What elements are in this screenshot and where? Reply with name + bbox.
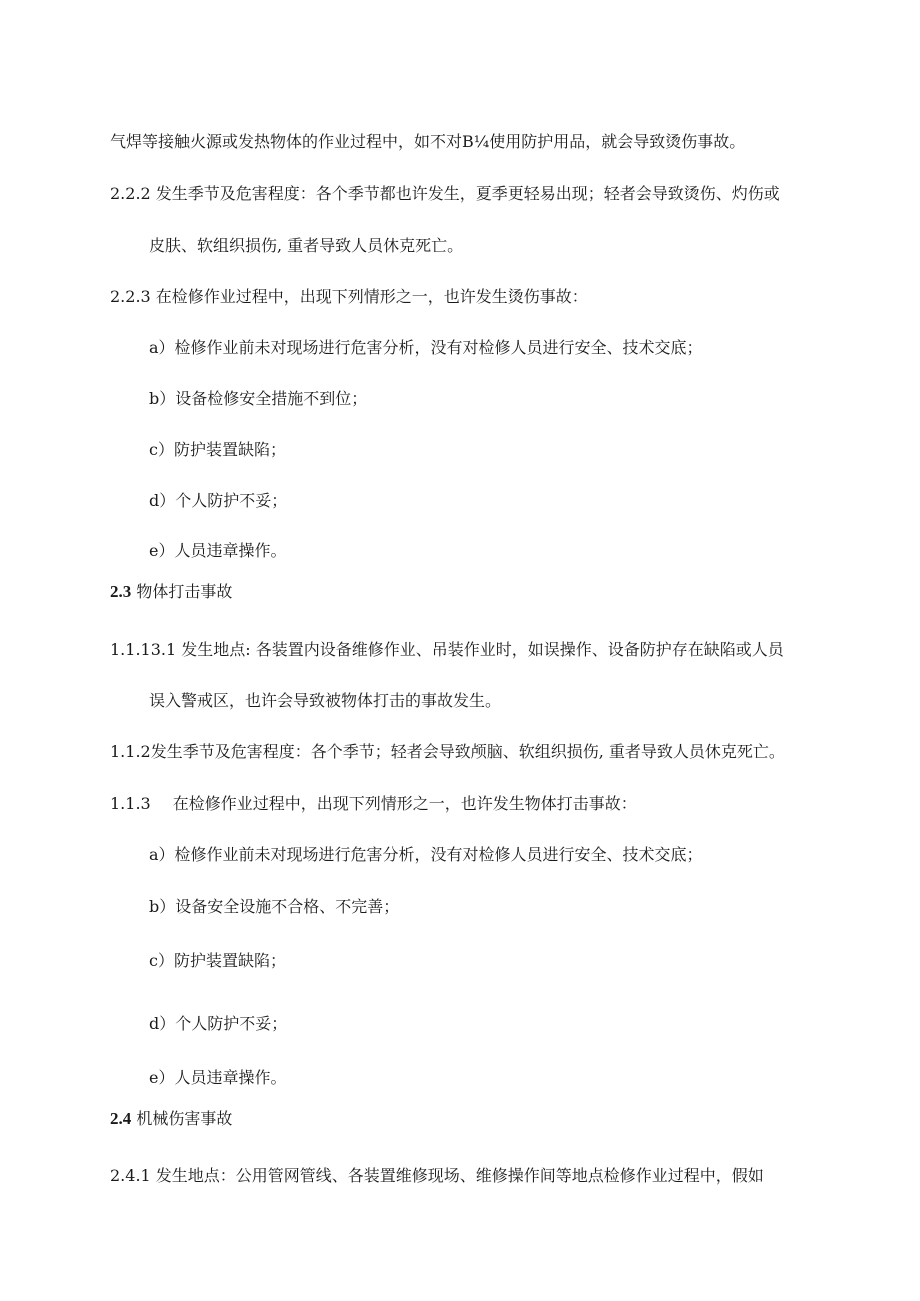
clause-1-1-13-1-continued: 误入警戒区，也许会导致被物体打击的事故发生。 [149, 691, 502, 710]
list-item-c: c）防护装置缺陷； [149, 440, 286, 459]
clause-2-2-3: 2.2.3 在检修作业过程中，出现下列情形之一，也许发生烫伤事故： [110, 287, 588, 306]
list-item-b: b）设备检修安全措施不到位； [149, 389, 368, 408]
list-item-b: b）设备安全设施不合格、不完善； [149, 897, 400, 916]
clause-1-1-3 [110, 794, 637, 814]
paragraph-line: 气焊等接触火源或发热物体的作业过程中，如不对B¼使用防护用品，就会导致烫伤事故。 [110, 132, 746, 151]
clause-2-2-2: 2.2.2 发生季节及危害程度：各个季节都也许发生，夏季更轻易出现；轻者会导致烫伤、灼伤或 [110, 184, 780, 203]
clause-2-4-1: 2.4.1 发生地点：公用管网管线、各装置维修现场、维修操作间等地点检修作业过程中，假如 [110, 1166, 764, 1185]
list-item-a: a）检修作业前未对现场进行危害分析，没有对检修人员进行安全、技术交底； [149, 845, 703, 864]
section-heading-2-4 [110, 1109, 232, 1129]
clause-1-1-13-1: 1.1.13.1 发生地点: 各装置内设备维修作业、吊装作业时，如误操作、设备防护存在缺陷或人员 [110, 640, 784, 659]
list-item-d: d）个人防护不妥； [149, 1014, 288, 1033]
section-number: 2.3 [110, 582, 132, 601]
list-item-c: c）防护装置缺陷； [149, 951, 286, 970]
section-title: 物体打击事故 [136, 582, 233, 601]
list-item-a: a）检修作业前未对现场进行危害分析，没有对检修人员进行安全、技术交底； [149, 338, 703, 357]
section-number: 2.4 [110, 1109, 132, 1128]
list-item-e: e）人员违章操作。 [149, 541, 287, 560]
list-item-e: e）人员违章操作。 [149, 1068, 287, 1087]
list-item-d: d）个人防护不妥； [149, 491, 288, 510]
clause-2-2-2-continued: 皮肤、软组织损伤, 重者导致人员休克死亡。 [149, 236, 464, 255]
clause-1-1-2: 1.1.2发生季节及危害程度：各个季节；轻者会导致颅脑、软组织损伤, 重者导致人员休克死亡。 [110, 742, 785, 761]
clause-text: 在检修作业过程中，出现下列情形之一，也许发生物体打击事故： [172, 794, 637, 813]
clause-number: 1.1.3 [110, 794, 151, 813]
section-heading-2-3 [110, 582, 232, 602]
section-title: 机械伤害事故 [136, 1109, 233, 1128]
